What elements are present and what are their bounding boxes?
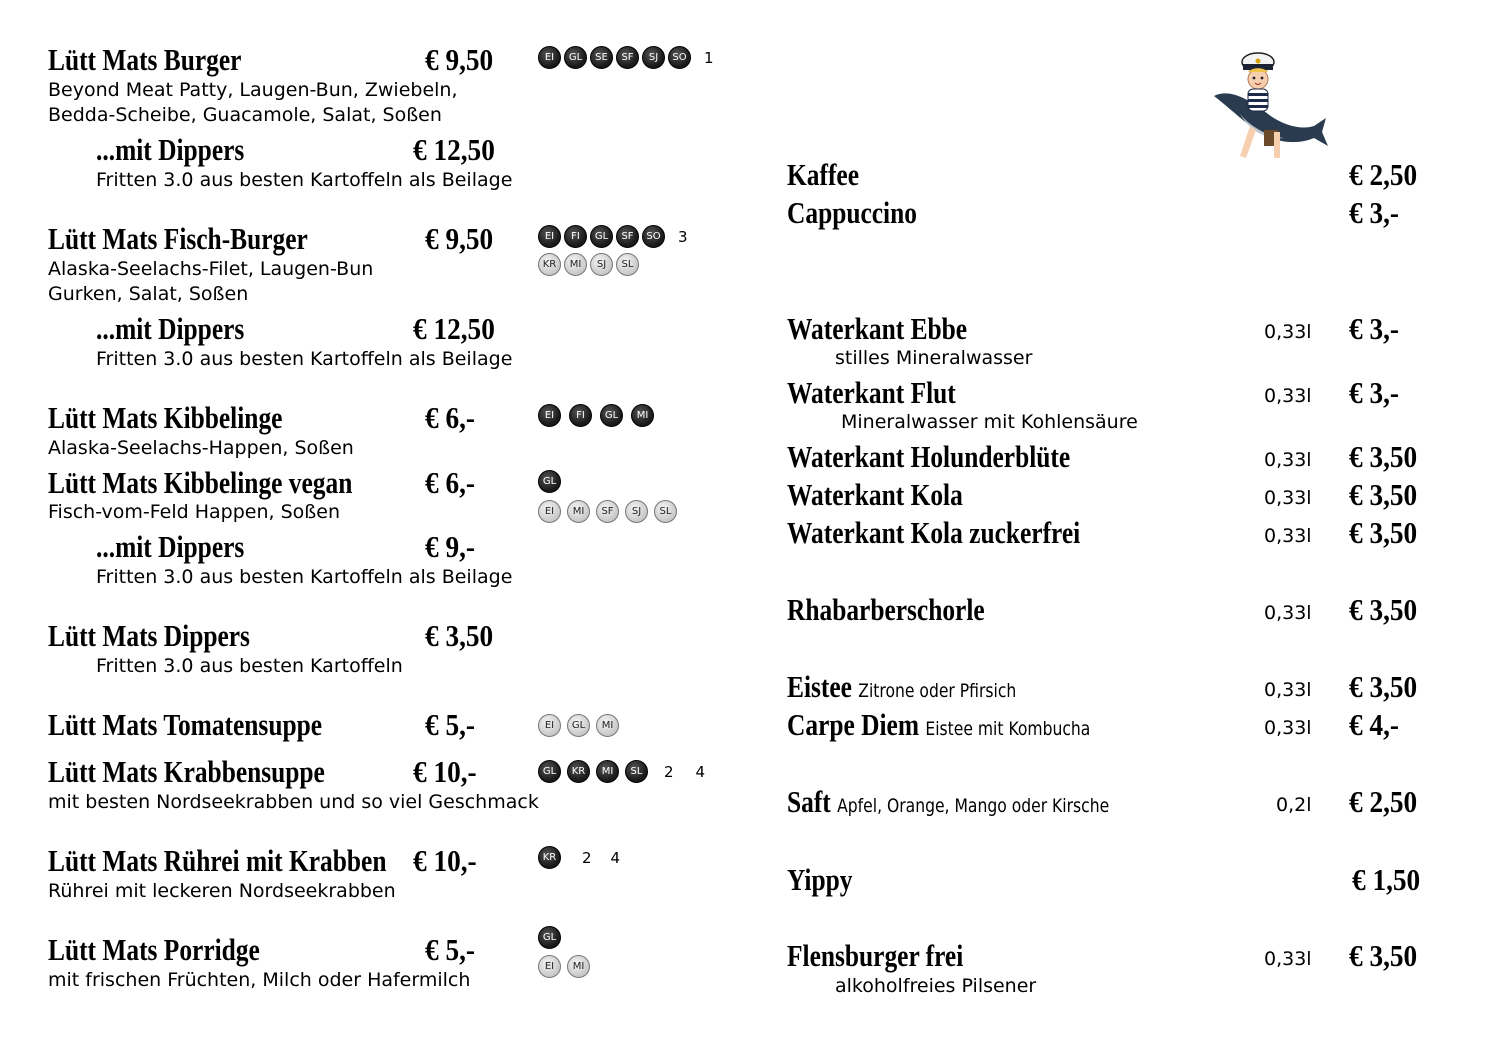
- allergen-badge: MI: [596, 760, 619, 783]
- food-item-price: € 3,50: [425, 618, 494, 653]
- food-sub-item-name: ...mit Dippers: [96, 529, 245, 564]
- allergen-badges: [538, 470, 561, 493]
- drink-item-description: Mineralwasser mit Kohlensäure: [841, 411, 1138, 433]
- allergen-badge: KR: [538, 846, 561, 869]
- allergen-badge: GL: [538, 760, 561, 783]
- allergen-badge: MI: [567, 955, 590, 978]
- drink-item-volume: 0,33l: [1264, 602, 1312, 624]
- allergen-badge: GL: [600, 404, 623, 427]
- drink-item-volume: 0,33l: [1264, 525, 1312, 547]
- drink-item-name: Cappuccino: [787, 195, 917, 230]
- drink-item-inline-description: Apfel, Orange, Mango oder Kirsche: [837, 795, 1110, 817]
- allergen-badge: SL: [616, 253, 639, 276]
- food-item-description: Fritten 3.0 aus besten Kartoffeln: [96, 655, 403, 677]
- drink-item-price: € 4,-: [1349, 707, 1400, 742]
- drink-item-name: Waterkant Kola zuckerfrei: [787, 515, 1081, 550]
- allergen-badges: [538, 760, 705, 783]
- drink-item-volume: 0,33l: [1264, 948, 1312, 970]
- drink-item-price: € 3,-: [1349, 311, 1400, 346]
- food-item-price: € 5,-: [425, 932, 476, 967]
- allergen-badge: GL: [564, 46, 587, 69]
- drink-item-inline-description: Zitrone oder Pfirsich: [858, 680, 1017, 702]
- allergen-badge: GL: [538, 926, 561, 949]
- food-item-description: Alaska-Seelachs-Happen, Soßen: [48, 437, 354, 459]
- food-item-name: Lütt Mats Krabbensuppe: [48, 754, 325, 789]
- drink-item-name-text: Saft: [787, 784, 831, 819]
- drink-item-price: € 3,50: [1349, 439, 1418, 474]
- drink-item-price: € 3,50: [1349, 592, 1418, 627]
- allergen-badge: EI: [538, 500, 561, 523]
- allergen-badges: [538, 46, 714, 69]
- drink-item-price: € 3,50: [1349, 515, 1418, 550]
- drink-item-name: Yippy: [787, 862, 853, 897]
- food-item-name: Lütt Mats Rührei mit Krabben: [48, 843, 387, 878]
- drink-item-volume: 0,33l: [1264, 321, 1312, 343]
- food-sub-item-name: ...mit Dippers: [96, 132, 245, 167]
- drink-item-volume: 0,33l: [1264, 679, 1312, 701]
- drink-item-price: € 3,-: [1349, 375, 1400, 410]
- drink-item-name: [787, 709, 1090, 740]
- sailor-whale-mascot-icon: [1210, 48, 1330, 166]
- allergen-badge: SJ: [625, 500, 648, 523]
- drink-item-name-text: Eistee: [787, 669, 852, 704]
- drink-item-price: € 2,50: [1349, 784, 1418, 819]
- food-item-name: Lütt Mats Tomatensuppe: [48, 707, 323, 742]
- drink-item-price: € 1,50: [1352, 862, 1421, 897]
- allergen-badge: SE: [590, 46, 613, 69]
- drink-item-description: stilles Mineralwasser: [835, 347, 1033, 369]
- allergen-badge: KR: [567, 760, 590, 783]
- drink-item-volume: 0,33l: [1264, 449, 1312, 471]
- food-item-price: € 5,-: [425, 707, 476, 742]
- allergen-badge: MI: [596, 714, 619, 737]
- allergen-badge: SJ: [590, 253, 613, 276]
- allergen-badge: SJ: [642, 46, 665, 69]
- allergen-badge: SF: [616, 225, 639, 248]
- drink-item-name: Waterkant Kola: [787, 477, 963, 512]
- allergen-badge: KR: [538, 253, 561, 276]
- drink-item-price: € 3,50: [1349, 669, 1418, 704]
- allergen-badge: MI: [564, 253, 587, 276]
- allergen-badge: EI: [538, 46, 561, 69]
- drink-item-price: € 2,50: [1349, 157, 1418, 192]
- allergen-badge: EI: [538, 225, 561, 248]
- allergen-badges: [538, 404, 654, 427]
- food-item-price: € 9,50: [425, 42, 494, 77]
- drink-item-name: Waterkant Ebbe: [787, 311, 968, 346]
- food-sub-item-price: € 9,-: [425, 529, 476, 564]
- allergen-badge: EI: [538, 955, 561, 978]
- allergen-badge: GL: [567, 714, 590, 737]
- food-item-price: € 6,-: [425, 400, 476, 435]
- food-item-name: Lütt Mats Porridge: [48, 932, 260, 967]
- drink-item-description: alkoholfreies Pilsener: [835, 975, 1037, 997]
- allergen-badges-trace: [538, 500, 677, 523]
- food-item-price: € 9,50: [425, 221, 494, 256]
- allergen-badges: [538, 225, 688, 248]
- drink-item-price: € 3,50: [1349, 477, 1418, 512]
- allergen-badge: EI: [538, 404, 561, 427]
- food-item-description: mit frischen Früchten, Milch oder Hafermilch: [48, 969, 471, 991]
- food-item-description: mit besten Nordseekrabben und so viel Geschmack: [48, 791, 539, 813]
- drink-item-name: Flensburger frei: [787, 938, 964, 973]
- drink-item-name: Kaffee: [787, 157, 859, 192]
- food-sub-item-name: ...mit Dippers: [96, 311, 245, 346]
- additive-note: 2: [664, 762, 674, 781]
- drink-item-name: [787, 786, 1109, 817]
- allergen-badge: FI: [569, 404, 592, 427]
- allergen-badges-trace: [538, 253, 639, 276]
- additive-note: 1: [704, 48, 714, 67]
- allergen-badge: MI: [567, 500, 590, 523]
- allergen-badge: SL: [654, 500, 677, 523]
- food-item-description: Beyond Meat Patty, Laugen-Bun, Zwiebeln,: [48, 79, 458, 101]
- drink-item-inline-description: Eistee mit Kombucha: [925, 718, 1091, 740]
- additive-note: 4: [695, 762, 706, 781]
- additive-note: 2: [582, 848, 592, 867]
- drink-item-price: € 3,50: [1349, 938, 1418, 973]
- food-item-name: Lütt Mats Kibbelinge: [48, 400, 283, 435]
- drink-item-name: Waterkant Holunderblüte: [787, 439, 1071, 474]
- drink-item-volume: 0,2l: [1276, 794, 1312, 816]
- food-item-description: Bedda-Scheibe, Guacamole, Salat, Soßen: [48, 104, 442, 126]
- allergen-badge: GL: [590, 225, 613, 248]
- allergen-badge: SF: [616, 46, 639, 69]
- allergen-badges: [538, 846, 620, 869]
- allergen-badges-trace: [538, 714, 619, 737]
- drink-item-volume: 0,33l: [1264, 487, 1312, 509]
- drink-item-name: Waterkant Flut: [787, 375, 956, 410]
- food-item-price: € 10,-: [413, 754, 477, 789]
- food-sub-item-price: € 12,50: [413, 132, 495, 167]
- food-item-description: Rührei mit leckeren Nordseekrabben: [48, 880, 396, 902]
- allergen-badge: EI: [538, 714, 561, 737]
- additive-note: 4: [610, 848, 621, 867]
- food-item-description: Alaska-Seelachs-Filet, Laugen-Bun: [48, 258, 374, 280]
- allergen-badge: SF: [596, 500, 619, 523]
- food-item-name: Lütt Mats Burger: [48, 42, 242, 77]
- allergen-badge: SL: [625, 760, 648, 783]
- allergen-badge: GL: [538, 470, 561, 493]
- drink-item-price: € 3,-: [1349, 195, 1400, 230]
- drink-item-name: Rhabarberschorle: [787, 592, 985, 627]
- allergen-badge: SO: [668, 46, 691, 69]
- food-item-price: € 10,-: [413, 843, 477, 878]
- food-item-price: € 6,-: [425, 465, 476, 500]
- allergen-badge: SO: [642, 225, 665, 248]
- drink-item-name: [787, 671, 1016, 702]
- food-sub-item-description: Fritten 3.0 aus besten Kartoffeln als Beilage: [96, 169, 513, 191]
- allergen-badges-trace: [538, 955, 590, 978]
- food-item-name: Lütt Mats Fisch-Burger: [48, 221, 308, 256]
- food-sub-item-description: Fritten 3.0 aus besten Kartoffeln als Beilage: [96, 566, 513, 588]
- food-item-name: Lütt Mats Kibbelinge vegan: [48, 465, 353, 500]
- allergen-badge: FI: [564, 225, 587, 248]
- food-sub-item-description: Fritten 3.0 aus besten Kartoffeln als Beilage: [96, 348, 513, 370]
- food-item-name: Lütt Mats Dippers: [48, 618, 250, 653]
- additive-note: 3: [678, 227, 688, 246]
- drink-item-volume: 0,33l: [1264, 717, 1312, 739]
- drink-item-name-text: Carpe Diem: [787, 707, 920, 742]
- allergen-badge: MI: [631, 404, 654, 427]
- food-item-description: Fisch-vom-Feld Happen, Soßen: [48, 501, 340, 523]
- drink-item-volume: 0,33l: [1264, 385, 1312, 407]
- food-sub-item-price: € 12,50: [413, 311, 495, 346]
- allergen-badges: [538, 926, 561, 949]
- food-item-description: Gurken, Salat, Soßen: [48, 283, 249, 305]
